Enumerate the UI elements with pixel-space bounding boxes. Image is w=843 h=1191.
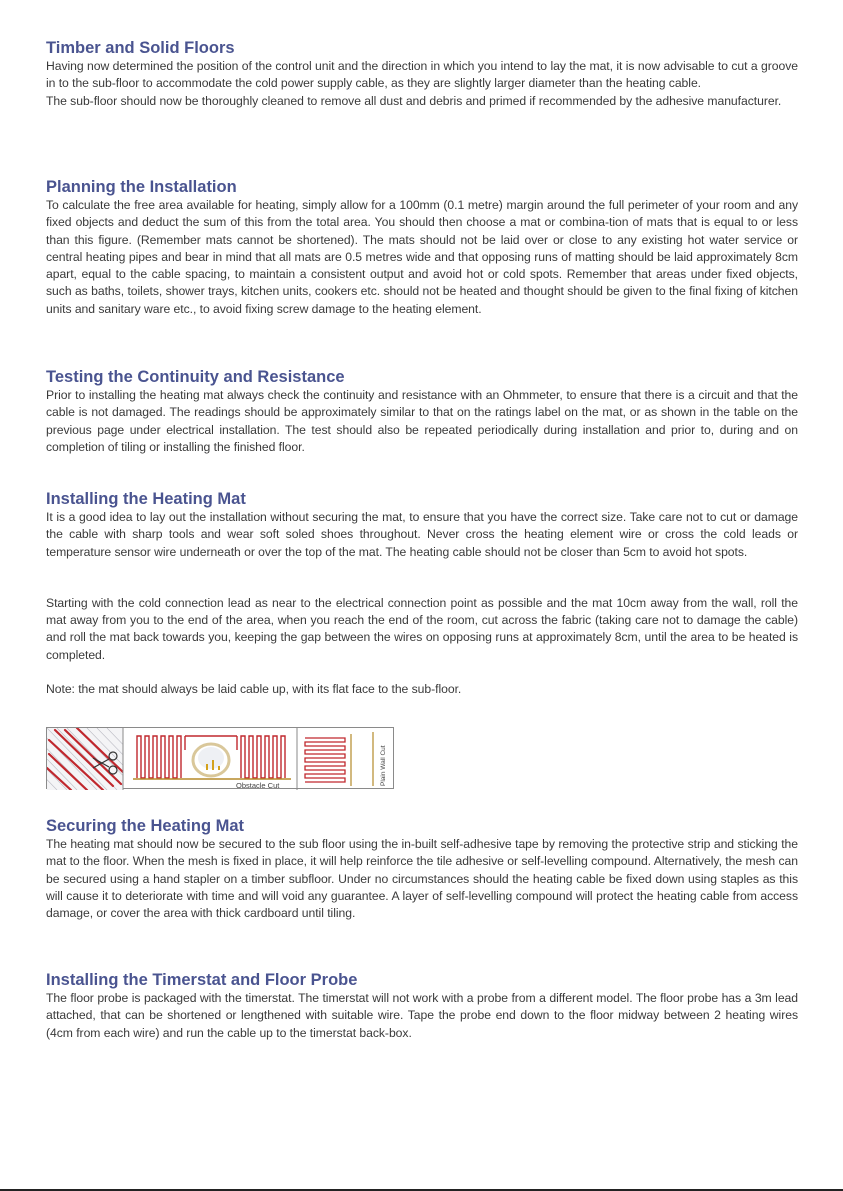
- paragraph: Prior to installing the heating mat always check the continuity and resistance with an Ohmmeter, to ensure that there is a circuit and that the cable is not damaged. The readings should be approximately similar to that on the ratings label on the mat, or as shown in the table on the previous page under electrical installation. The test should also be repeated periodically during installation and prior to, during and on completion of tiling or installing the finished floor.: [46, 388, 798, 454]
- paragraph: The sub-floor should now be thoroughly cleaned to remove all dust and debris and primed if recommended by the adhesive manufacturer.: [46, 93, 782, 108]
- section-heading: Planning the Installation: [46, 178, 237, 196]
- section-timber-floors: [46, 38, 798, 110]
- section-heading: Installing the Timerstat and Floor Probe: [46, 971, 358, 989]
- section-securing-mat: [46, 816, 798, 922]
- mat-layout-diagram: [46, 727, 394, 789]
- paragraph: To calculate the free area available for heating, simply allow for a 100mm (0.1 metre) margin around the full perimeter of your room and any fixed objects and deduct the sum of this from the total area. You should then choose a mat or combina-tion of mats that is equal to or less than this figure. (Remember mats cannot be shortened). The mats should not be laid over or close to any existing hot water service or central heating pipes and bear in mind that all mats are 0.5 metres wide and that opposing runs of matting should be laid approximately 8cm apart, equal to the cable spacing, to maintain a consistent output and avoid hot or cold spots. Remember that areas under fixed objects, such as baths, toilets, shower trays, kitchen units, cookers etc. should not be heated and thought should be given to the final fixing of kitchen units and sanitary ware etc., to avoid fixing screw damage to the heating element.: [46, 198, 798, 316]
- paragraph: It is a good idea to lay out the installation without securing the mat, to ensure that you have the correct size. Take care not to cut or damage the cable with sharp tools and wear soft soled shoes throughout. Never cross the heating element wire or cross the cold leads or temperature sensor wire underneath or over the top of the mat. The heating cable should not be closer than 5cm to avoid hot spots.: [46, 510, 798, 559]
- paragraph: Note: the mat should always be laid cable up, with its flat face to the sub-floor.: [46, 682, 462, 697]
- section-installing-mat: [46, 489, 798, 698]
- plain-wall-cut-illustration: [305, 732, 387, 786]
- paragraph: Starting with the cold connection lead as near to the electrical connection point as possible and the mat 10cm away from the wall, roll the mat away from you to the end of the area, when you reach the end of the room, cut across the fabric (taking care not to damage the cable) and roll the mat back towards you, keeping the gap between the wires on opposing runs at approximately 8cm, until the area to be heated is completed.: [46, 595, 798, 662]
- plain-wall-cut-label: Plain Wall Cut: [380, 745, 387, 786]
- obstacle-cut-label: Obstacle Cut: [236, 781, 280, 790]
- section-timerstat: [46, 970, 798, 1042]
- paragraph: The floor probe is packaged with the timerstat. The timerstat will not work with a probe from a different model. The floor probe has a 3m lead attached, that can be shortened or lengthened with suitable wire. Tape the probe end down to the floor midway between 2 heating wires (4cm from each wire) and run the cable up to the timerstat back-box.: [46, 991, 798, 1040]
- section-heading: Securing the Heating Mat: [46, 817, 245, 835]
- section-heading: Timber and Solid Floors: [46, 39, 235, 57]
- paragraph: The heating mat should now be secured to the sub floor using the in-built self-adhesive tape by removing the protective strip and sticking the mat to the floor. When the mesh is fixed in place, it will help reinforce the tile adhesive or self-levelling compound. Alternatively, the mesh can be secured using a hand stapler on a timber subfloor. Under no circumstances should the heating cable be fixed down using staples as this will cause it to deteriorate with time and will void any guarantee. A layer of self-levelling compound will protect the heating cable from access damage, or cover the area with thick cardboard until tiling.: [46, 837, 798, 921]
- section-testing: [46, 367, 798, 456]
- section-heading: Installing the Heating Mat: [46, 490, 246, 508]
- section-heading: Testing the Continuity and Resistance: [46, 368, 345, 386]
- section-planning: [46, 177, 798, 318]
- obstacle-cut-illustration: [133, 736, 291, 790]
- paragraph: Having now determined the position of the control unit and the direction in which you intend to lay the mat, it is now advisable to cut a groove in to the sub-floor to accommodate the cold power supply cable, as they are slightly larger diameter than the heating cable.: [46, 59, 798, 91]
